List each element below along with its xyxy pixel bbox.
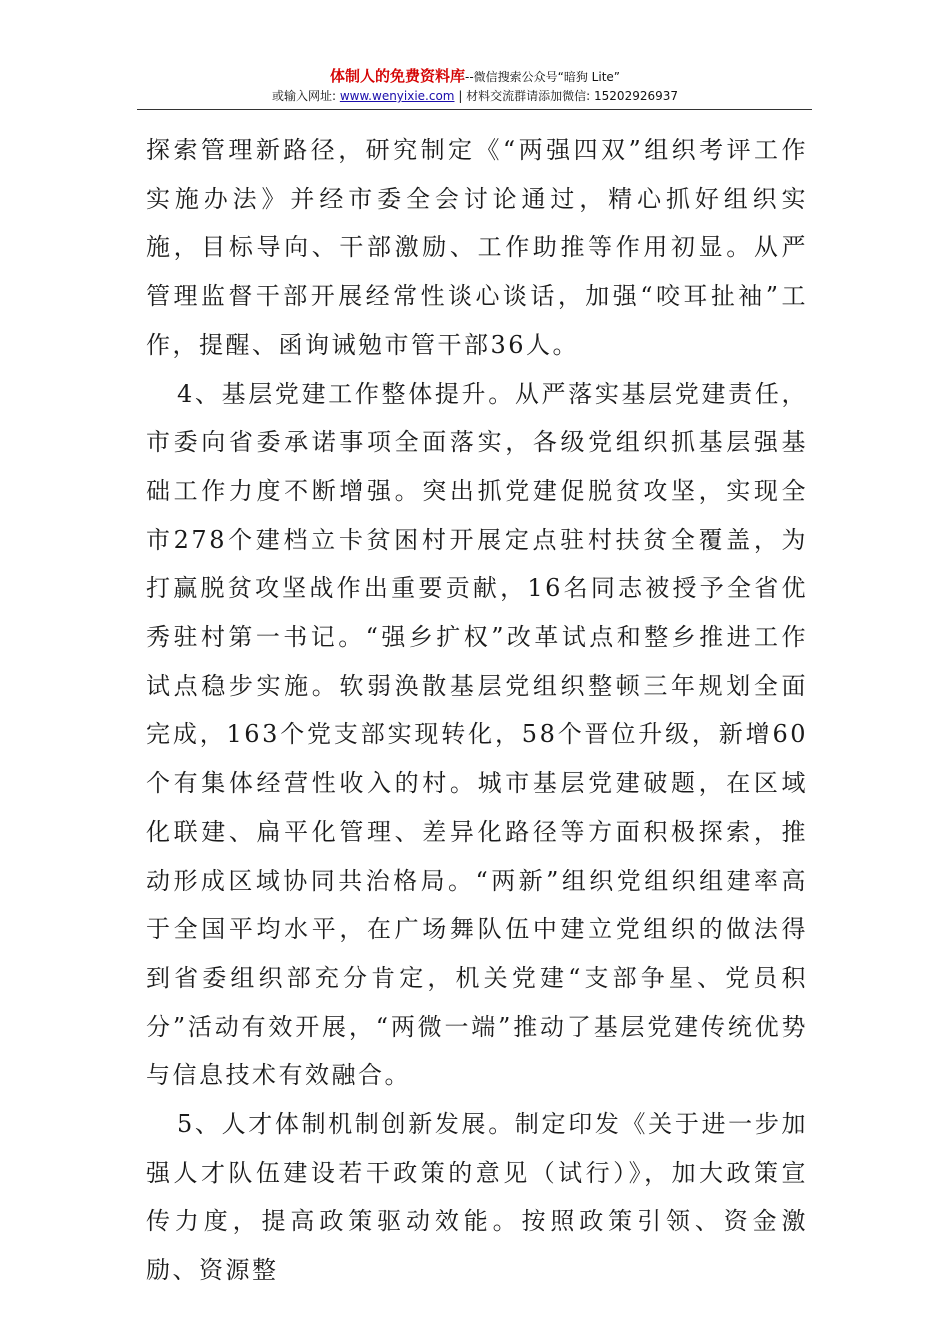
url-prefix: 或输入网址: — [271, 89, 340, 103]
document-body — [146, 126, 808, 1295]
body-paragraph: 探索管理新路径，研究制定《“两强四双”组织考评工作实施办法》并经市委全会讨论通过，精心抓好组织实施，目标导向、干部激励、工作助推等作用初显。从严管理监督干部开展经常性谈心谈话，加强“咬耳扯袖”工作，提醒、函询诫勉市管干部36人。 — [146, 136, 808, 359]
header-banner — [0, 66, 950, 87]
header-tagline: --微信搜索公众号“暗狗 Lite” — [464, 70, 621, 84]
header-title: 体制人的免费资料库 — [329, 67, 465, 85]
body-paragraph: 5、人才体制机制创新发展。制定印发《关于进一步加强人才队伍建设若干政策的意见（试行）》，加大政策宣传力度，提高政策驱动效能。按照政策引领、资金激励、资源整 — [146, 1110, 808, 1285]
contact-info: | 材料交流群请添加微信: 15202926937 — [454, 89, 679, 103]
header-contact-line — [0, 87, 950, 105]
body-paragraph: 4、基层党建工作整体提升。从严落实基层党建责任，市委向省委承诺事项全面落实，各级党组织抓基层强基础工作力度不断增强。突出抓党建促脱贫攻坚，实现全市278个建档立卡贫困村开展定点驻村扶贫全覆盖，为打赢脱贫攻坚战作出重要贡献，16名同志被授予全省优秀驻村第一书记。“强乡扩权”改革试点和整乡推进工作试点稳步实施。软弱涣散基层党组织整顿三年规划全面完成，163个党支部实现转化，58个晋位升级，新增60个有集体经营性收入的村。城市基层党建破题，在区域化联建、扁平化管理、差异化路径等方面积极探索，推动形成区域协同共治格局。“两新”组织党组织组建率高于全国平均水平，在广场舞队伍中建立党组织的做法得到省委组织部充分肯定，机关党建“支部争星、党员积分”活动有效开展，“两微一端”推动了基层党建传统优势与信息技术有效融合。 — [146, 379, 808, 1090]
website-link[interactable]: www.wenyixie.com — [339, 89, 455, 103]
document-header — [0, 66, 950, 105]
header-divider — [137, 109, 812, 110]
